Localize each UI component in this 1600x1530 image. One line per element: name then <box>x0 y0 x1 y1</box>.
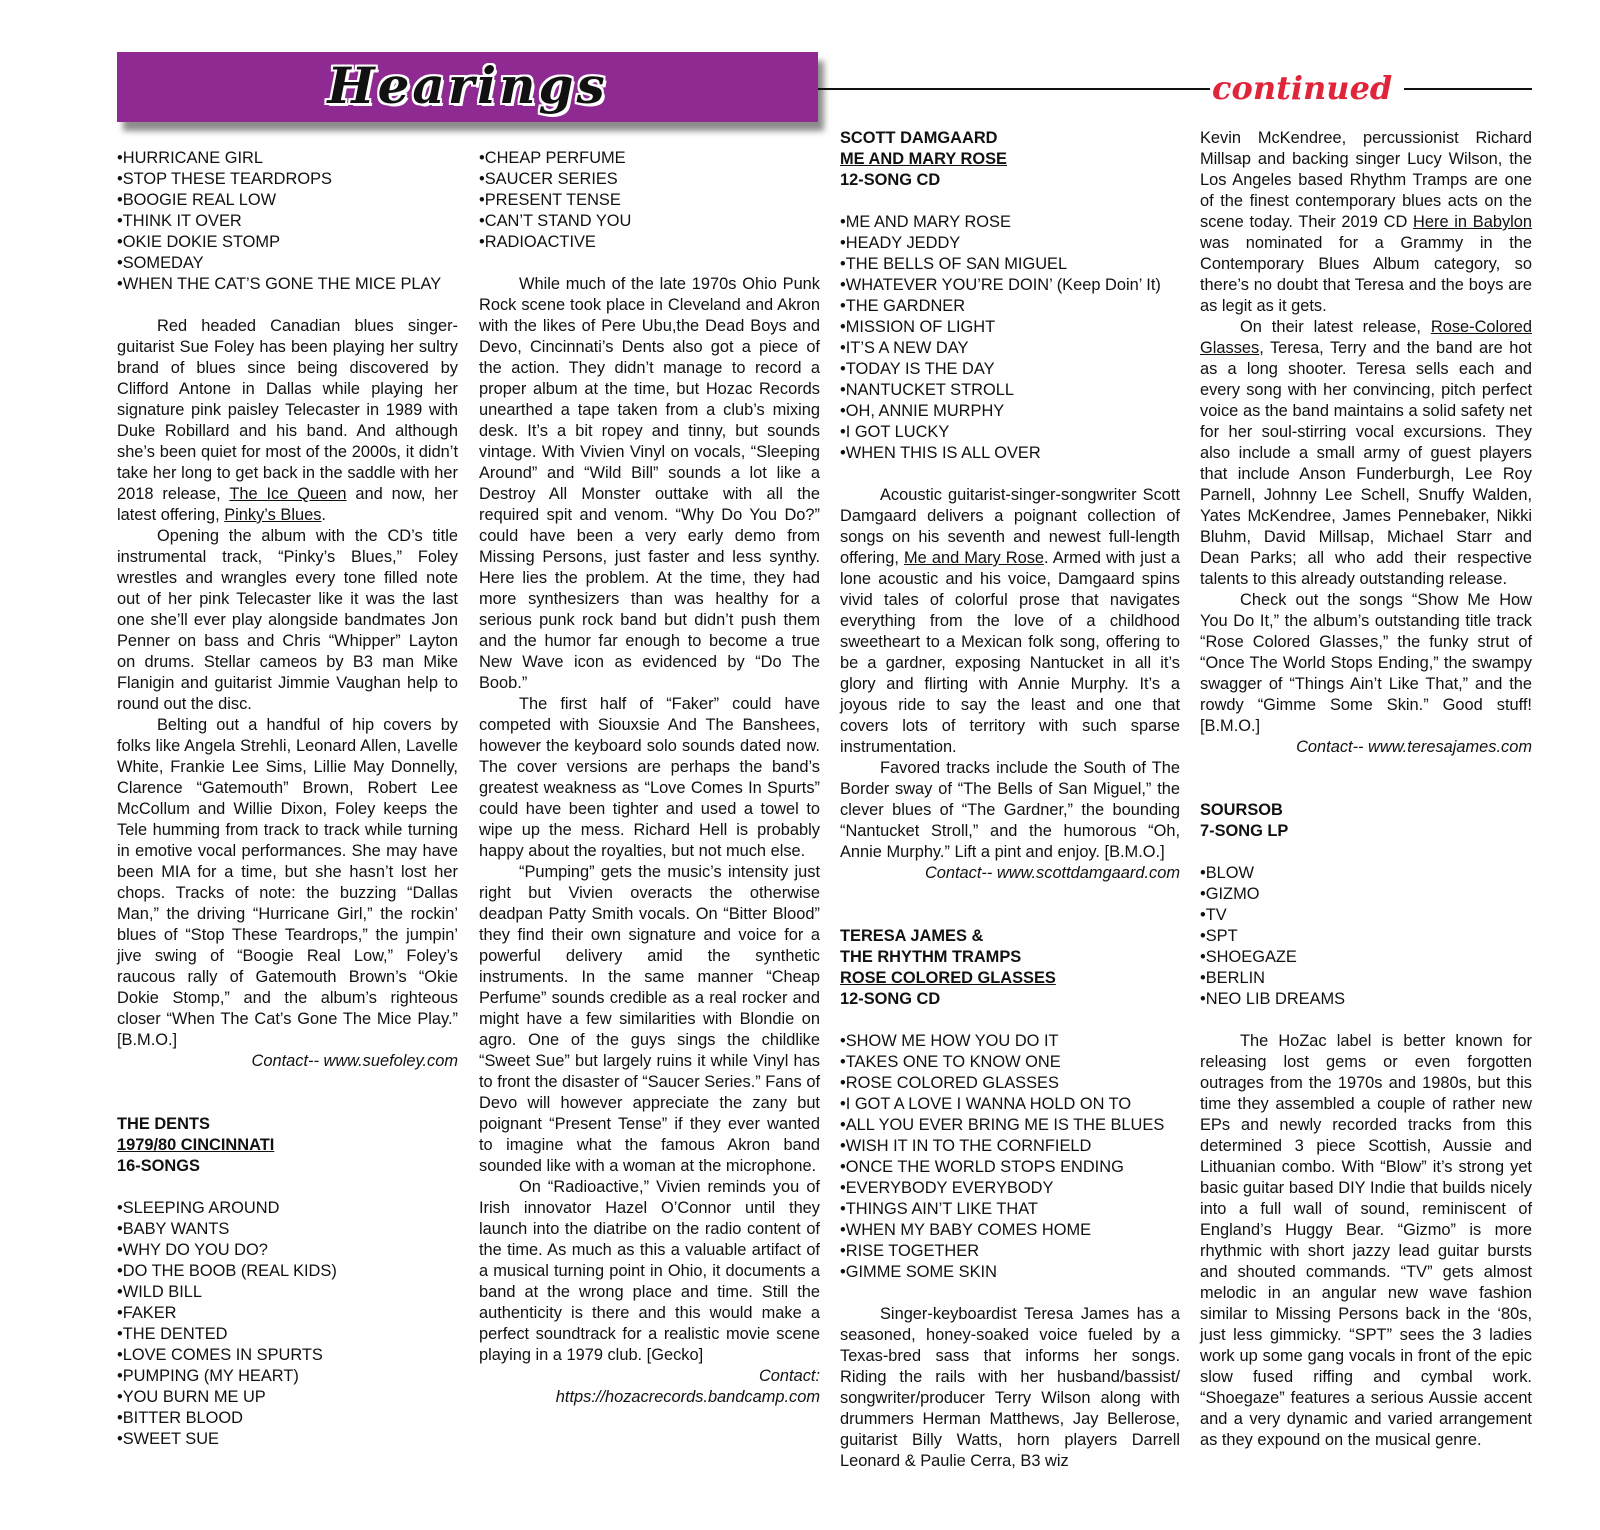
section-title: Hearings <box>327 56 608 115</box>
review-text: and now, her latest offering, <box>117 485 458 524</box>
track-item: • GIZMO <box>1200 884 1532 905</box>
damgaard-review-paragraph: Favored tracks include the South of The Border sway of “The Bells of San Miguel,” the clever blues of “The Gardner,” the bounding “Nantucket Stroll,” and the humorous “Oh, Annie Murphy.” Lift a pint and enjoy. [B.M.O.] <box>840 759 1180 861</box>
review-text: Kevin McKendree, percussionist Richard Millsap and backing singer Lucy Wilson, the Los Angeles based Rhythm Tramps are one of the finest contemporary blues acts on the scene today. Their 2019 CD <box>1200 129 1532 231</box>
track-item: • SAUCER SERIES <box>479 169 820 190</box>
track-item: • THE BELLS OF SAN MIGUEL <box>840 254 1180 275</box>
review-text: . Armed with just a lone acoustic and his voice, Damgaard spins vivid tales of colorful prose that navigates everything from the love of a childhood sweetheart to a Mexican folk song, offering to be a gardner, exposing Nantucket in all it’s glory and flirting with Annie Murphy. It’s a joyous ride to say the least and one that covers lots of territory with such sparse instrumentation. <box>840 549 1180 756</box>
dents-track-list-continued <box>479 148 820 253</box>
sue-foley-contact[interactable]: Contact-- www.suefoley.com <box>251 1052 458 1070</box>
track-item: • TAKES ONE TO KNOW ONE <box>840 1052 1180 1073</box>
teresa-james-review-paragraph <box>1200 128 1532 317</box>
track-item: • BITTER BLOOD <box>117 1408 458 1429</box>
teresa-james-review-paragraph: Check out the songs “Show Me How You Do It,” the album’s outstanding title track “Rose Colored Glasses,” the funky strut of “Once The World Stops Ending,” the swampy swagger of “Things Ain’t Like That,” and the rowdy “Gimme Some Skin.” Good stuff! [B.M.O.] <box>1200 591 1532 735</box>
track-item: • NANTUCKET STROLL <box>840 380 1180 401</box>
track-item: • DO THE BOOB (REAL KIDS) <box>117 1261 458 1282</box>
track-item: • MISSION OF LIGHT <box>840 317 1180 338</box>
sue-foley-review-paragraph: Belting out a handful of hip covers by folks like Angela Strehli, Leonard Allen, Lavelle White, Frankie Lee Sims, Lillie May Donnelly, Clarence “Gatemouth” Brown, Robert Lee McCollum and Willie Dixon, Foley keeps the Tele humming from track to track while turning in emotive vocal performances. She may have been MIA for a time, but she hasn’t lost her chops. Tracks of note: the buzzing “Dallas Man,” the driving “Hurricane Girl,” the rockin’ blues of “Stop These Teardrops,” the jumpin’ jive swing of “Boogie Real Low,” Foley’s raucous rally of Gatemouth Brown’s “Okie Dokie Stomp,” and the album’s righteous closer “When The Cat’s Gone The Mice Play.” [B.M.O.] <box>117 716 458 1049</box>
column-3 <box>840 128 1180 1472</box>
album-link-ice-queen[interactable]: The Ice Queen <box>229 485 347 503</box>
track-item: • CAN’T STAND YOU <box>479 211 820 232</box>
track-item: • OH, ANNIE MURPHY <box>840 401 1180 422</box>
sue-foley-review-paragraph: Opening the album with the CD’s title instrumental track, “Pinky’s Blues,” Foley wrestles and wrangles every tone filled note out of her pink Telecaster like it was the last one she’ll ever play alongside bandmates Jon Penner on bass and Chris “Whipper” Layton on drums. Stellar cameos by B3 man Mike Flanigin and guitarist Jimmie Vaughan help to round out the disc. <box>117 527 458 713</box>
track-item: • ONCE THE WORLD STOPS ENDING <box>840 1157 1180 1178</box>
track-item: • OKIE DOKIE STOMP <box>117 232 458 253</box>
track-item: • EVERYBODY EVERYBODY <box>840 1178 1180 1199</box>
teresa-james-track-list <box>840 1031 1180 1283</box>
dents-contact-url[interactable]: https://hozacrecords.bandcamp.com <box>555 1388 820 1406</box>
track-item: • ME AND MARY ROSE <box>840 212 1180 233</box>
track-item: • LOVE COMES IN SPURTS <box>117 1345 458 1366</box>
album-title: ROSE COLORED GLASSES <box>840 969 1056 987</box>
artist-name: TERESA JAMES & <box>840 927 984 945</box>
track-item: • YOU BURN ME UP <box>117 1387 458 1408</box>
album-link-me-and-mary-rose[interactable]: Me and Mary Rose <box>904 549 1045 567</box>
track-item: • SHOEGAZE <box>1200 947 1532 968</box>
dents-review-paragraph: “Pumping” gets the music’s intensity just right but Vivien overacts the otherwise deadpan Patty Smith vocals. On “Bitter Blood” they find their own signature and voice for a powerful delivery amid the synthetic instruments. In the same manner “Cheap Perfume” sounds credible as a real rocker and might have a few similarities with Blondie on agro. One of the guys sings the childlike “Sweet Sue” but largely ruins it while Vinyl has to front the disaster of “Saucer Series.” Fans of Devo will however appreciate the zany but poignant “Present Tense” if they ever wanted to imagine what the famous Akron band sounded like with a woman at the microphone. <box>479 863 820 1175</box>
album-format: 16-SONGS <box>117 1157 200 1175</box>
track-item: • THE DENTED <box>117 1324 458 1345</box>
track-item: • SPT <box>1200 926 1532 947</box>
album-link-rose-colored-glasses[interactable]: Rose-Colored Glasses <box>1200 318 1532 357</box>
dents-review-paragraph: On “Radioactive,” Vivien reminds you of Irish innovator Hazel O’Connor until they launch into the diatribe on the radio content of the time. As much as this a valuable artifact of a musical turning point in Ohio, it documents a band at the wrong place and time. Still the authenticity is there and this would make a perfect soundtrack for a realistic movie scene playing in a 1979 club. [Gecko] <box>479 1178 820 1364</box>
damgaard-contact[interactable]: Contact-- www.scottdamgaard.com <box>924 864 1180 882</box>
track-item: • WISH IT IN TO THE CORNFIELD <box>840 1136 1180 1157</box>
track-item: • PRESENT TENSE <box>479 190 820 211</box>
continued-label: continued <box>1212 69 1393 107</box>
track-item: • THINK IT OVER <box>117 211 458 232</box>
album-format: 7-SONG LP <box>1200 822 1289 840</box>
track-item: • RISE TOGETHER <box>840 1241 1180 1262</box>
track-item: • NEO LIB DREAMS <box>1200 989 1532 1010</box>
track-item: • WHEN MY BABY COMES HOME <box>840 1220 1180 1241</box>
artist-name: THE RHYTHM TRAMPS <box>840 948 1022 966</box>
damgaard-track-list <box>840 212 1180 464</box>
teresa-james-review-paragraph: Singer-keyboardist Teresa James has a seasoned, honey-soaked voice fueled by a Texas-bred sass that informs her songs. Riding the rails with her husband/bassist/ songwriter/producer Terry Wilson along with drummers Herman Matthews, Jay Bellerose, guitarist Billy Watts, horn players Darrell Leonard & Paulie Cerra, B3 wiz <box>840 1305 1180 1470</box>
artist-name: SOURSOB <box>1200 801 1283 819</box>
column-4 <box>1200 128 1532 1451</box>
dents-heading <box>117 1114 458 1177</box>
track-item: • HEADY JEDDY <box>840 233 1180 254</box>
teresa-james-contact[interactable]: Contact-- www.teresajames.com <box>1296 738 1532 756</box>
album-link-here-in-babylon[interactable]: Here in Babylon <box>1413 213 1533 231</box>
album-format: 12-SONG CD <box>840 171 941 189</box>
track-item: • STOP THESE TEARDROPS <box>117 169 458 190</box>
sue-foley-track-list <box>117 148 458 295</box>
track-item: • WILD BILL <box>117 1282 458 1303</box>
review-text: Acoustic guitarist-singer-songwriter Scott Damgaard delivers a poignant collection of songs on his seventh and newest full-length offering, <box>840 486 1180 567</box>
track-item: • TODAY IS THE DAY <box>840 359 1180 380</box>
album-link-pinkys-blues[interactable]: Pinky’s Blues <box>224 506 322 524</box>
soursob-review-paragraph: The HoZac label is better known for releasing lost gems or even forgotten outrages from the 1970s and 1980s, but this time they assembled a couple of rather new EPs and newly recorded tracks from this determined 3 piece Scottish, Aussie and Lithuanian combo. With “Blow” it’s strong yet basic guitar based DIY Indie that builds nicely into a full wall of sound, reminiscent of England’s Huggy Bear. “Gizmo” is more rhythmic with short jazzy lead guitar bursts and shouted commands. “TV” gets almost melodic in an angular new wave fashion similar to Missing Persons back in the ‘80s, just less gimmicky. “SPT” sees the 3 ladies work up some gang vocals in front of the epic slow fused riffing and cymbal work. “Shoegaze” features a serious Aussie accent and a very dynamic and varied arrangement as they expound on the musical genre. <box>1200 1032 1532 1449</box>
track-item: • WHEN THE CAT’S GONE THE MICE PLAY <box>117 274 458 295</box>
damgaard-heading <box>840 128 1180 191</box>
dents-review-paragraph: The first half of “Faker” could have competed with Siouxsie And The Banshees, however the keyboard solo sounds dated now. The cover versions are perhaps the band’s greatest weakness as “Love Comes In Spurts” could have been tighter and used a towel to wipe up the mess. Richard Hell is probably happy about the royalties, but not much else. <box>479 695 820 860</box>
track-item: • PUMPING (MY HEART) <box>117 1366 458 1387</box>
teresa-james-review-paragraph <box>1200 317 1532 590</box>
track-item: • TV <box>1200 905 1532 926</box>
review-text: was nominated for a Grammy in the Contemporary Blues Album category, so there’s no doubt that Teresa and the boys are as legit as it gets. <box>1200 234 1532 315</box>
track-item: • THINGS AIN’T LIKE THAT <box>840 1199 1180 1220</box>
column-2 <box>479 148 820 1408</box>
album-title: ME AND MARY ROSE <box>840 150 1007 168</box>
track-item: • ALL YOU EVER BRING ME IS THE BLUES <box>840 1115 1180 1136</box>
track-item: • THE GARDNER <box>840 296 1180 317</box>
sue-foley-review-paragraph <box>117 316 458 526</box>
track-item: • WHATEVER YOU’RE DOIN’ (Keep Doin’ It) <box>840 275 1180 296</box>
track-item: • ROSE COLORED GLASSES <box>840 1073 1180 1094</box>
album-format: 12-SONG CD <box>840 990 941 1008</box>
track-item: • HURRICANE GIRL <box>117 148 458 169</box>
dents-contact-label: Contact: <box>758 1367 820 1385</box>
track-item: • SOMEDAY <box>117 253 458 274</box>
review-text: Red headed Canadian blues singer-guitarist Sue Foley has been playing her sultry brand of blues since being discovered by Clifford Antone in Dallas while playing her signature pink paisley Telecaster in 1989 with Duke Robillard and his band. And although she’s been quiet for most of the 2000s, it didn’t take her long to get back in the saddle with her 2018 release, <box>117 317 458 503</box>
track-item: • RADIOACTIVE <box>479 232 820 253</box>
track-item: • WHEN THIS IS ALL OVER <box>840 443 1180 464</box>
track-item: • IT’S A NEW DAY <box>840 338 1180 359</box>
track-item: • FAKER <box>117 1303 458 1324</box>
track-item: • BLOW <box>1200 863 1532 884</box>
header-rule-left <box>818 88 1210 90</box>
review-text: On their latest release, <box>1240 318 1431 336</box>
track-item: • BABY WANTS <box>117 1219 458 1240</box>
artist-name: SCOTT DAMGAARD <box>840 129 998 147</box>
track-item: • I GOT A LOVE I WANNA HOLD ON TO <box>840 1094 1180 1115</box>
album-title: 1979/80 CINCINNATI <box>117 1136 275 1154</box>
review-text: . <box>321 506 326 524</box>
track-item: • I GOT LUCKY <box>840 422 1180 443</box>
track-item: • GIMME SOME SKIN <box>840 1262 1180 1283</box>
track-item: • SHOW ME HOW YOU DO IT <box>840 1031 1180 1052</box>
soursob-track-list <box>1200 863 1532 1010</box>
track-item: • WHY DO YOU DO? <box>117 1240 458 1261</box>
track-item: • SLEEPING AROUND <box>117 1198 458 1219</box>
track-item: • CHEAP PERFUME <box>479 148 820 169</box>
review-text: , Teresa, Terry and the band are hot as a long shooter. Teresa sells each and every song with her convincing, pitch perfect voice as the band maintains a solid safety net for her soul-stirring vocal excursions. They also include a small army of guest players that include Anson Funderburgh, Lee Roy Parnell, Johnny Lee Schell, Snuffy Walden, Yates McKendree, James Pennebaker, Nikki Bluhm, David Millsap, Michael Starr and Dean Parks; all who add their respective talents to this already outstanding release. <box>1200 339 1532 588</box>
artist-name: THE DENTS <box>117 1115 210 1133</box>
teresa-james-heading <box>840 926 1180 1010</box>
dents-track-list <box>117 1198 458 1450</box>
damgaard-review-paragraph <box>840 485 1180 758</box>
track-item: • SWEET SUE <box>117 1429 458 1450</box>
section-banner <box>117 52 818 122</box>
dents-review-paragraph: While much of the late 1970s Ohio Punk Rock scene took place in Cleveland and Akron with the likes of Pere Ubu,the Dead Boys and Devo, Cincinnati’s Dents also got a piece of the action. They didn’t manage to record a proper album at the time, but Hozac Records unearthed a tape taken from a club’s mixing desk. It’s a bit ropey and tinny, but sounds vintage. With Vivien Vinyl on vocals, “Sleeping Around” and “Wild Bill” sounds a lot like a Destroy All Monster outtake with all the required spit and venom. “Why Do You Do?” could have been a very early demo from Missing Persons, just faster and less synthy. Here lies the problem. At the time, they had more synthesizers than was healthy for a serious punk rock band but didn’t push them and the humor far enough to become a true New Wave icon as evidenced by “Do The Boob.” <box>479 275 820 692</box>
track-item: • BERLIN <box>1200 968 1532 989</box>
column-1 <box>117 148 458 1450</box>
header-rule-right <box>1404 88 1532 90</box>
track-item: • BOOGIE REAL LOW <box>117 190 458 211</box>
soursob-heading <box>1200 800 1532 842</box>
